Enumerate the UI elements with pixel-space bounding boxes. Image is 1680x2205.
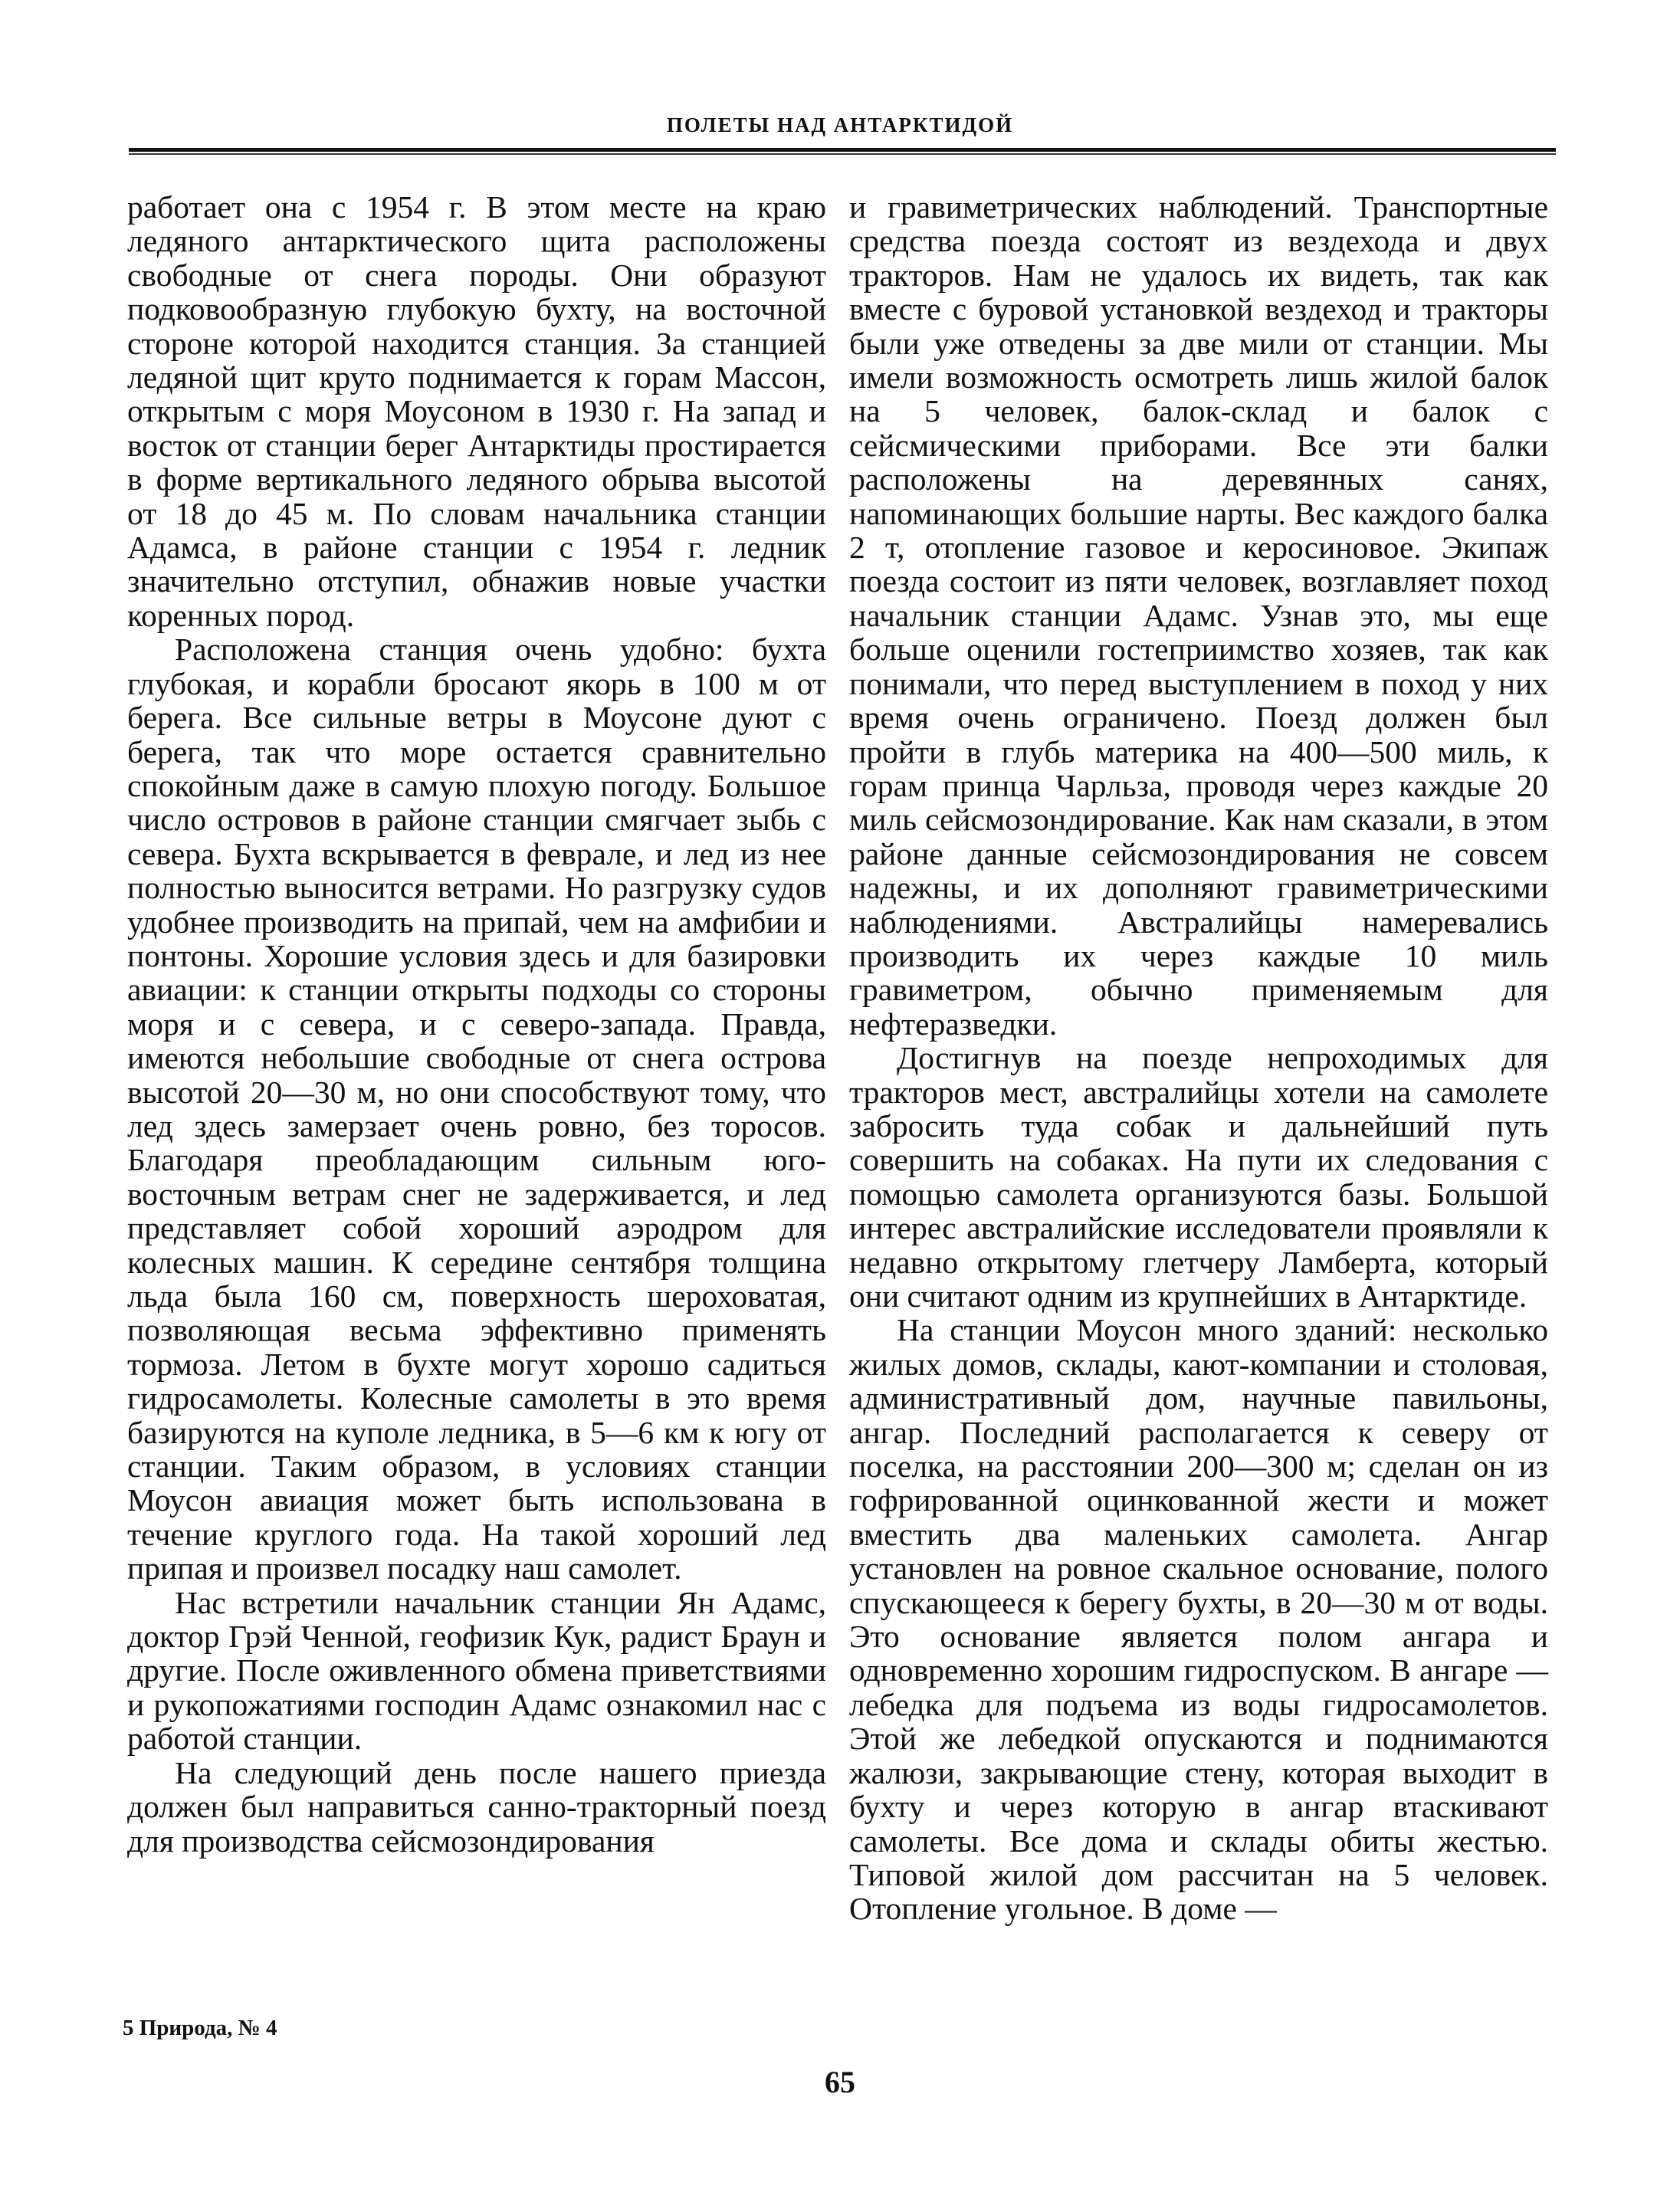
paragraph: Достигнув на поезде непроходимых для тракторов мест, австралийцы хотели на самолете забросить туда собак и дальнейший путь совершить на собаках. На пути их следования с помощью самолета организуются базы. Большой интерес австралийские исследователи проявляли к недавно открытому глетчеру Ламберта, который они считают одним из крупнейших в Антарктиде. [849,1040,1548,1314]
paragraph: Нас встретили начальник станции Ян Адамс, доктор Грэй Ченной, геофизик Кук, радист Браун и другие. После оживленного обмена приветствиями и рукопожатиями господин Адамс ознакомил нас с работой станции. [127,1584,826,1757]
paragraph: и гравиметрических наблюдений. Транспортные средства поезда состоят из вездехода и двух тракторов. Нам не удалось их видеть, так как вместе с буровой установкой вездеход и тракторы были уже отведены за две мили от станции. Мы имели возможность осмотреть лишь жилой балок на 5 человек, балок-склад и балок с сейсмическими приборами. Все эти балки расположены на деревянных санях, напоминающих большие нарты. Вес каждого балка 2 т, отопление газовое и керосиновое. Экипаж поезда состоит из пяти человек, возглавляет поход начальник станции Адамс. Узнав это, мы еще больше оценили гостеприимство хозяев, так как понимали, что перед выступлением в поход у них время очень ограничено. Поезд должен был пройти в глубь материка на 400—500 миль, к горам принца Чарльза, проводя через каждые 20 миль сейсмозондирование. Как нам сказали, в этом районе данные сейсмозондирования не совсем надежны, и их дополняют гравиметрическими наблюдениями. Австралийцы намеревались производить их через каждые 10 миль гравиметром, обычно применяемым для нефтеразведки. [849,189,1548,1042]
signature-mark: 5 Природа, № 4 [123,2016,277,2040]
page-number: 65 [825,2065,855,2099]
header-rule-thin [129,153,1556,155]
right-column [849,190,1548,1926]
running-header: ПОЛЕТЫ НАД АНТАРКТИДОЙ [666,113,1014,136]
paragraph: На следующий день после нашего приезда должен был направиться санно-тракторный поезд для производства сейсмозондирования [127,1754,826,1859]
header-rule [129,148,1556,152]
paragraph: работает она с 1954 г. В этом месте на краю ледяного антарктического щита расположены свободные от снега породы. Они образуют подковообразную глубокую бухту, на восточной стороне которой находится станция. За станцией ледяной щит круто поднимается к горам Массон, открытым с моря Моусоном в 1930 г. На запад и восток от станции берег Антарктиды простирается в форме вертикального ледяного обрыва высотой от 18 до 45 м. По словам начальника станции Адамса, в районе станции с 1954 г. ледник значительно отступил, обнажив новые участки коренных пород. [127,189,826,633]
paragraph: Расположена станция очень удобно: бухта глубокая, и корабли бросают якорь в 100 м от берега. Все сильные ветры в Моусоне дуют с берега, так что море остается сравнительно спокойным даже в самую плохую погоду. Большое число островов в районе станции смягчает зыбь с севера. Бухта вскрывается в феврале, и лед из нее полностью выносится ветрами. Но разгрузку судов удобнее производить на припай, чем на амфибии и понтоны. Хорошие условия здесь и для базировки авиации: к станции открыты подходы со стороны моря и с севера, и с северо-запада. Правда, имеются небольшие свободные от снега острова высотой 20—30 м, но они способствуют тому, что лед здесь замерзает очень ровно, без торосов. Благодаря преобладающим сильным юго-восточным ветрам снег не задерживается, и лед представляет собой хороший аэродром для колесных машин. К середине сентября толщина льда была 160 см, поверхность шероховатая, позволяющая весьма эффективно применять тормоза. Летом в бухте могут хорошо садиться гидросамолеты. Колесные самолеты в это время базируются на куполе ледника, в 5—6 км к югу от станции. Таким образом, в условиях станции Моусон авиация может быть использована в течение круглого года. На такой хороший лед припая и произвел посадку наш самолет. [127,632,826,1586]
paragraph: На станции Моусон много зданий: несколько жилых домов, склады, кают-компании и столовая, административный дом, научные павильоны, ангар. Последний располагается к северу от поселка, на расстоянии 200—300 м; сделан он из гофрированной оцинкованной жести и может вместить два маленьких самолета. Ангар установлен на ровное скальное основание, полого спускающееся к берегу бухты, в 20—30 м от воды. Это основание является полом ангара и одновременно хорошим гидроспуском. В ангаре — лебедка для подъема из воды гидросамолетов. Этой же лебедкой опускаются и поднимаются жалюзи, закрывающие стену, которая выходит в бухту и через которую в ангар втаскивают самолеты. Все дома и склады обиты жестью. Типовой жилой дом рассчитан на 5 человек. Отопление угольное. В доме — [849,1312,1548,1927]
left-column [127,190,826,1858]
